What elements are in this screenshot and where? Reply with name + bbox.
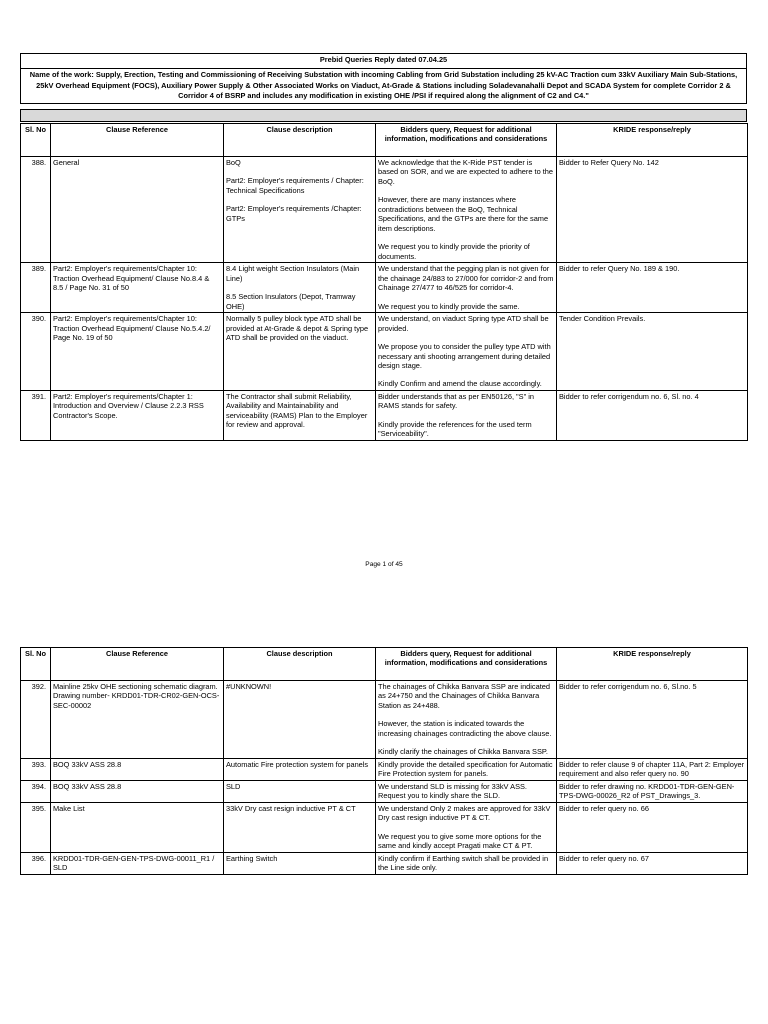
cell-paragraph: 8.4 Light weight Section Insulators (Main Line) <box>226 264 360 283</box>
cell-paragraph: General <box>53 158 80 167</box>
cell-paragraph: We understand that the pegging plan is not given for the chainage 24/883 to 27/000 for corridor-2 and from Chainage 27/477 to 46/525 for corridor-4. <box>378 264 554 293</box>
clause-reference-cell <box>51 780 224 802</box>
header-bidders-query: Bidders query, Request for additional information, modifications and considerations <box>376 648 557 681</box>
clause-reference-cell <box>51 852 224 874</box>
cell-paragraph: Bidder to refer query no. 67 <box>559 853 649 863</box>
header-table <box>20 53 747 104</box>
header-kride-response: KRIDE response/reply <box>557 648 748 681</box>
kride-response-cell <box>557 263 748 313</box>
clause-reference-cell <box>51 313 224 391</box>
header-kride-response: KRIDE response/reply <box>557 124 748 157</box>
sl-no-cell: 393. <box>21 758 51 780</box>
table-row <box>21 852 748 874</box>
sl-no-cell: 394. <box>21 780 51 802</box>
clause-description-cell <box>224 758 376 780</box>
kride-response-cell <box>557 780 748 802</box>
table-row <box>21 390 748 440</box>
cell-paragraph: However, the station is indicated towards the increasing chainages contradicting the above clause. <box>378 719 552 738</box>
sl-no-cell: 391. <box>21 390 51 440</box>
clause-reference-cell <box>51 390 224 440</box>
cell-paragraph: BOQ 33kV ASS 28.8 <box>53 781 122 791</box>
cell-paragraph: We request you to kindly provide the priority of documents. <box>378 242 530 261</box>
cell-paragraph: Bidder to refer corrigendum no. 6, Sl.no. 5 <box>559 682 697 691</box>
header-clause-reference: Clause Reference <box>51 648 224 681</box>
sl-no-cell: 389. <box>21 263 51 313</box>
cell-paragraph: However, there are many instances where contradictions between the BoQ, Technical Specifications, and the GTPs are there for the same item descriptions. <box>378 195 549 233</box>
sl-no-cell: 388. <box>21 157 51 263</box>
cell-paragraph: Bidder to refer Query No. 189 & 190. <box>559 264 680 274</box>
sl-no-cell: 392. <box>21 681 51 759</box>
bidders-query-cell <box>376 681 557 759</box>
cell-paragraph: 8.5 Section Insulators (Depot, Tramway OHE) <box>226 292 356 311</box>
cell-paragraph: Tender Condition Prevails. <box>559 314 646 324</box>
cell-paragraph: Bidder to refer drawing no. KRDD01-TDR-GEN-GEN-TPS-DWG-00026_R2 of PST_Drawings_3. <box>559 781 735 801</box>
cell-paragraph: We propose you to consider the pulley type ATD with necessary anti shooting arrangement during detailed design stage. <box>378 342 551 370</box>
page-footer: Page 1 of 45 <box>365 561 403 568</box>
cell-paragraph: We understand Only 2 makes are approved for 33kV Dry cast resign inductive PT & CT. <box>378 803 551 823</box>
cell-paragraph: Normally 5 pulley block type ATD shall be provided at At-Grade & depot & Spring type ATD shall be provided on the viaduct. <box>226 314 369 343</box>
grey-separator-band <box>20 109 747 122</box>
sl-no-cell: 396. <box>21 852 51 874</box>
kride-response-cell <box>557 758 748 780</box>
cell-paragraph: We understand, on viaduct Spring type ATD shall be provided. <box>378 314 549 333</box>
name-of-work: Name of the work: Supply, Erection, Testing and Commissioning of Receiving Substation with incoming Cabling from Grid Substation including 25 kV-AC Traction cum 33kV Auxiliary Main Sub-Stations, 25kV Overhead Equipment (FOCS), Auxiliary Power Supply & Other Associated Works on Viaduct, At-Grade & Stations including Soladevanahalli Depot and SCADA System for complete Corridor 2 & Corridor 4 of BSRP and includes any modification in existing OHE /PSI if required along the alignment of C2 and C4." <box>21 69 747 104</box>
header-sl-no: Sl. No <box>21 648 51 681</box>
cell-paragraph: KRDD01-TDR-GEN-GEN-TPS-DWG-00011_R1 / SLD <box>53 853 215 873</box>
cell-paragraph: Bidder to refer query no. 66 <box>559 803 649 813</box>
table-row <box>21 780 748 802</box>
cell-paragraph: Kindly clarify the chainages of Chikka Banvara SSP. <box>378 747 548 757</box>
table-row <box>21 681 748 759</box>
clause-description-cell <box>224 852 376 874</box>
cell-paragraph: Part2: Employer's requirements / Chapter: Technical Specifications <box>226 176 364 195</box>
table-row <box>21 157 748 263</box>
cell-paragraph: Kindly confirm if Earthing switch shall be provided in the Line side only. <box>378 853 549 873</box>
document-title: Prebid Queries Reply dated 07.04.25 <box>21 54 747 69</box>
header-clause-description: Clause description <box>224 124 376 157</box>
kride-response-cell <box>557 681 748 759</box>
cell-paragraph: Kindly provide the detailed specification for Automatic Fire Protection system for panels. <box>378 759 553 779</box>
cell-paragraph: Part2: Employer's requirements/Chapter 1: Introduction and Overview / Clause 2.2.3 RSS Contractor's Scope. <box>53 391 204 420</box>
clause-reference-cell <box>51 263 224 313</box>
cell-paragraph: We request you to give some more options for the same and kindly accept Pragati make CT & PT. <box>378 831 542 851</box>
cell-paragraph: Bidder to refer clause 9 of chapter 11A, Part 2: Employer requirement and also refer query no. 90 <box>559 759 745 779</box>
kride-response-cell <box>557 313 748 391</box>
kride-response-cell <box>557 157 748 263</box>
table-row <box>21 758 748 780</box>
cell-paragraph: Automatic Fire protection system for panels <box>226 759 369 769</box>
cell-paragraph: Part2: Employer's requirements/Chapter 10: Traction Overhead Equipment/ Clause No.5.4.2/ Page No. 19 of 50 <box>53 314 211 343</box>
clause-description-cell <box>224 313 376 391</box>
clause-reference-cell <box>51 802 224 852</box>
bidders-query-cell <box>376 802 557 852</box>
cell-paragraph: We request you to kindly provide the same. <box>378 301 520 311</box>
clause-description-cell <box>224 390 376 440</box>
bidders-query-cell <box>376 780 557 802</box>
table-header-row <box>21 648 748 681</box>
cell-paragraph: Part2: Employer's requirements /Chapter: GTPs <box>226 204 362 223</box>
kride-response-cell <box>557 852 748 874</box>
cell-paragraph: BOQ 33kV ASS 28.8 <box>53 759 122 769</box>
bidders-query-cell <box>376 313 557 391</box>
cell-paragraph: Earthing Switch <box>226 853 278 863</box>
kride-response-cell <box>557 802 748 852</box>
cell-paragraph: The Contractor shall submit Reliability, Availability and Maintainability and serviceability (RAMS) Plan to the Employer for review and approval. <box>226 391 368 430</box>
bidders-query-cell <box>376 852 557 874</box>
cell-paragraph: The chainages of Chikka Banvara SSP are indicated as 24+750 and the Chainages of Chikka Banvara Station as 24+488. <box>378 682 551 710</box>
page1-table-wrapper <box>20 123 768 441</box>
cell-paragraph: Kindly Confirm and amend the clause accordingly. <box>378 379 542 389</box>
cell-paragraph: Bidder to refer corrigendum no. 6, Sl. no. 4 <box>559 391 699 401</box>
document-header <box>20 53 768 104</box>
bidders-query-cell <box>376 758 557 780</box>
page2-table-wrapper <box>20 647 768 875</box>
bidders-query-cell <box>376 263 557 313</box>
cell-paragraph: Part2: Employer's requirements/Chapter 10: Traction Overhead Equipment/ Clause No.8.4 & 8.5 / Page No. 31 of 50 <box>53 264 210 293</box>
cell-paragraph: #UNKNOWN! <box>226 682 272 691</box>
cell-paragraph: Bidder to Refer Query No. 142 <box>559 158 659 167</box>
cell-paragraph: Bidder understands that as per EN50126, "S" in RAMS stands for safety. <box>378 391 535 411</box>
bidders-query-cell <box>376 157 557 263</box>
sl-no-cell: 395. <box>21 802 51 852</box>
header-clause-description: Clause description <box>224 648 376 681</box>
sl-no-cell: 390. <box>21 313 51 391</box>
cell-paragraph: 33kV Dry cast resign inductive PT & CT <box>226 803 356 813</box>
clause-reference-cell <box>51 758 224 780</box>
clause-reference-cell <box>51 681 224 759</box>
clause-description-cell <box>224 802 376 852</box>
cell-paragraph: We understand SLD is missing for 33kV ASS. Request you to kindly share the SLD. <box>378 781 527 801</box>
clause-reference-cell <box>51 157 224 263</box>
kride-response-cell <box>557 390 748 440</box>
clause-description-cell <box>224 681 376 759</box>
cell-paragraph: SLD <box>226 781 241 791</box>
table-header-row <box>21 124 748 157</box>
queries-table-page2 <box>20 647 748 875</box>
header-clause-reference: Clause Reference <box>51 124 224 157</box>
header-bidders-query: Bidders query, Request for additional information, modifications and considerations <box>376 124 557 157</box>
cell-paragraph: Make List <box>53 803 85 813</box>
cell-paragraph: Mainline 25kv OHE sectioning schematic diagram. Drawing number- KRDD01-TDR-CR02-GEN-OCS-SEC-00002 <box>53 682 220 710</box>
table-row <box>21 313 748 391</box>
queries-table-page1 <box>20 123 748 441</box>
table-row <box>21 802 748 852</box>
cell-paragraph: We acknowledge that the K-Ride PST tender is based on SOR, and we are expected to adhere to the BoQ. <box>378 158 554 186</box>
clause-description-cell <box>224 157 376 263</box>
cell-paragraph: BoQ <box>226 158 241 167</box>
bidders-query-cell <box>376 390 557 440</box>
header-sl-no: Sl. No <box>21 124 51 157</box>
clause-description-cell <box>224 780 376 802</box>
cell-paragraph: Kindly provide the references for the used term "Serviceability". <box>378 419 532 439</box>
clause-description-cell <box>224 263 376 313</box>
table-row <box>21 263 748 313</box>
